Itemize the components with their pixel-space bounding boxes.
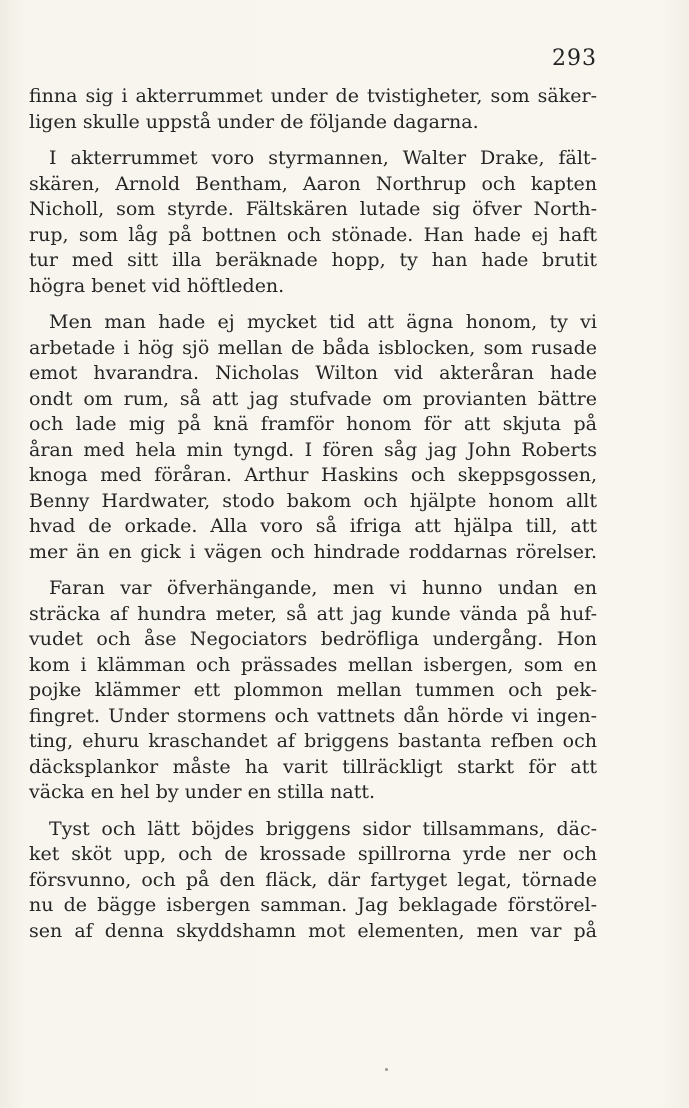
text-line: fingret. Under stormens och vattnets dån hörde vi ingen- — [29, 704, 597, 727]
text-line: och lade mig på knä framför honom för att skjuta på — [29, 413, 597, 435]
paper-speck — [385, 1068, 388, 1071]
page-number: 293 — [552, 46, 597, 71]
text-line: åran med hela min tyngd. I fören såg jag John Roberts — [29, 438, 597, 461]
text-line: ket sköt upp, och de krossade spillrorna yrde ner och — [29, 843, 597, 865]
paragraph — [29, 310, 597, 565]
text-line: kom i klämman och prässades mellan isbergen, som en — [29, 653, 597, 676]
text-line: Tyst och lätt böjdes briggens sidor tillsammans, däc- — [49, 817, 597, 840]
text-line: tur med sitt illa beräknade hopp, ty han hade brutit — [29, 249, 597, 271]
text-line: finna sig i akterrummet under de tvistigheter, som säker- — [29, 85, 597, 107]
text-line: mer än en gick i vägen och hindrade roddarnas rörelser. — [29, 540, 597, 563]
text-line: rup, som låg på bottnen och stönade. Han hade ej haft — [29, 223, 597, 246]
text-line: ligen skulle uppstå under de följande dagarna. — [29, 110, 479, 133]
text-line: ting, ehuru kraschandet af briggens bastanta refben och — [29, 730, 597, 752]
text-line: skären, Arnold Bentham, Aaron Northrup och kapten — [29, 172, 597, 195]
text-line: Men man hade ej mycket tid att ägna honom, ty vi — [49, 311, 597, 333]
text-line: väcka en hel by under en stilla natt. — [29, 781, 376, 803]
text-line: högra benet vid höftleden. — [29, 274, 285, 297]
paragraph — [29, 576, 597, 806]
text-line: hvad de orkade. Alla voro så ifriga att hjälpa till, att — [29, 515, 597, 537]
paragraph — [29, 146, 597, 299]
text-line: arbetade i hög sjö mellan de båda isblocken, som rusade — [29, 336, 597, 359]
paragraph — [29, 84, 597, 135]
text-line: I akterrummet voro styrmannen, Walter Drake, fält- — [49, 147, 597, 169]
text-line: knoga med föråran. Arthur Haskins och skeppsgossen, — [29, 464, 597, 486]
paragraph — [29, 817, 597, 945]
text-line: vudet och åse Negociators bedröfliga undergång. Hon — [29, 628, 597, 650]
text-line: ondt om rum, så att jag stufvade om provianten bättre — [29, 387, 597, 410]
text-line: nu de bägge isbergen samman. Jag beklagade förstörel- — [29, 894, 597, 916]
text-line: Benny Hardwater, stodo bakom och hjälpte honom allt — [29, 489, 597, 512]
text-line: sen af denna skyddshamn mot elementen, men var på — [29, 919, 597, 942]
text-line: försvunno, och på den fläck, där fartyget legat, törnade — [29, 868, 597, 891]
text-line: Faran var öfverhängande, men vi hunno undan en — [49, 577, 597, 599]
text-line: emot hvarandra. Nicholas Wilton vid akteråran hade — [29, 362, 597, 384]
body-text — [29, 84, 597, 948]
text-line: sträcka af hundra meter, så att jag kunde vända på huf- — [29, 602, 597, 625]
text-line: däcksplankor måste ha varit tillräckligt starkt för att — [29, 755, 597, 778]
text-line: Nicholl, som styrde. Fältskären lutade sig öfver North- — [29, 198, 597, 220]
text-line: pojke klämmer ett plommon mellan tummen och pek- — [29, 679, 597, 701]
